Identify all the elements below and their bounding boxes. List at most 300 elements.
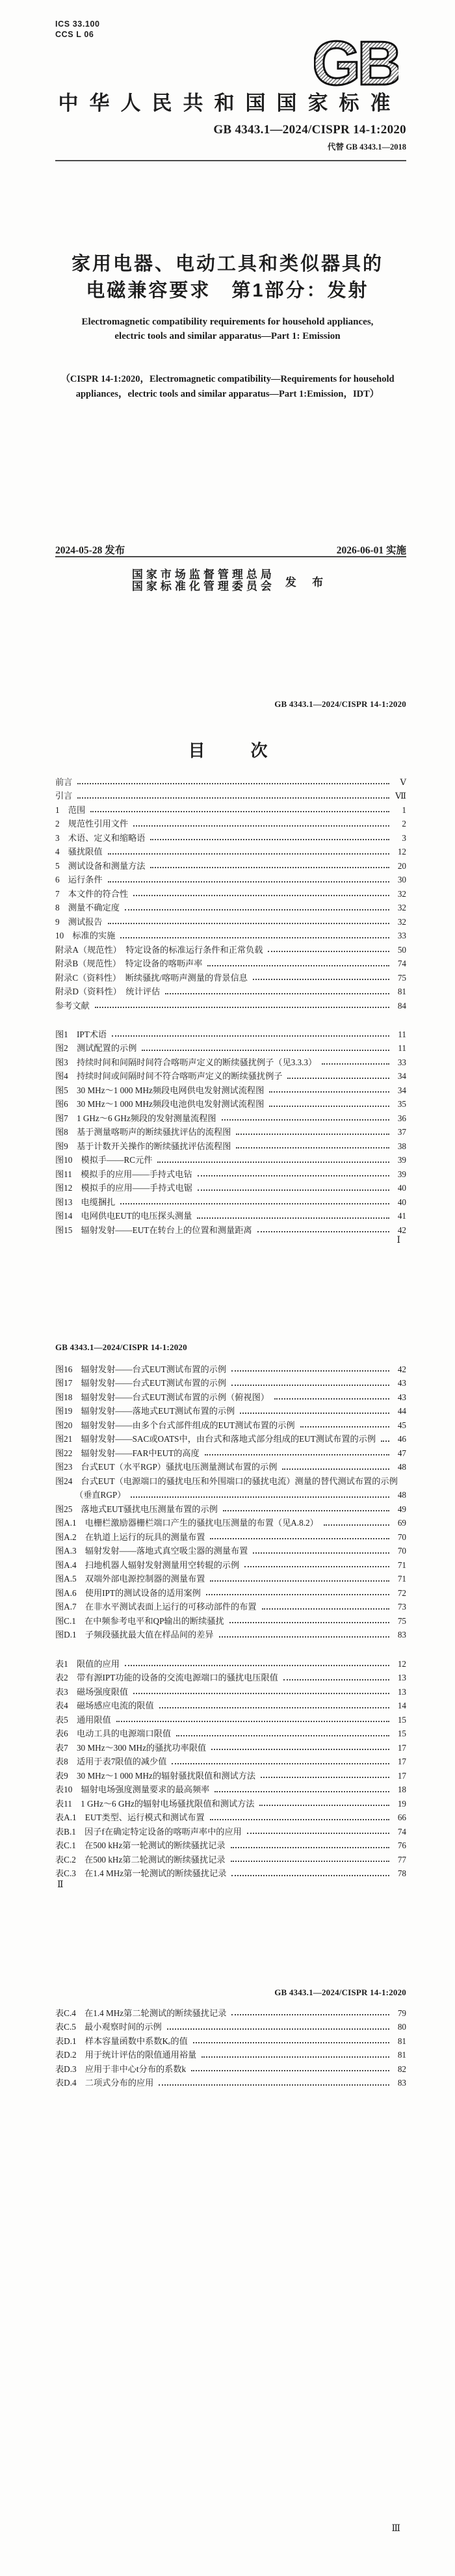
toc-entry [55, 1403, 406, 1417]
toc-entry-page: 34 [397, 1071, 406, 1081]
standard-number: GB 4343.1—2024/CISPR 14-1:2020 [213, 123, 406, 137]
running-header: GB 4343.1—2024/CISPR 14-1:2020 [274, 1987, 406, 1997]
toc-entry [55, 829, 406, 843]
toc-entry [55, 2075, 406, 2089]
toc-leader-dots [172, 1763, 389, 1764]
publish-label: 发 布 [285, 576, 330, 589]
toc-entry-page: 14 [397, 1701, 406, 1710]
toc-entry-label: 图13 电缆捆扎 [55, 1197, 116, 1207]
toc-entry-label: 表D.3 应用于非中心t分布的系数k [55, 2064, 187, 2074]
toc-entry [55, 1416, 406, 1431]
toc-leader-dots [157, 1162, 389, 1163]
toc-entry-label: 10 标准的实施 [55, 931, 116, 940]
ccs-code: CCS L 06 [55, 30, 94, 39]
toc-entry-page: 17 [397, 1742, 406, 1753]
toc-entry-page: 80 [397, 2022, 406, 2032]
toc-leader-dots [283, 1679, 389, 1680]
toc-page-1 [0, 644, 455, 1288]
implementation-date: 2026-06-01 实施 [336, 545, 406, 556]
toc-entry-page: 83 [397, 1630, 406, 1640]
toc-entry [55, 913, 406, 927]
toc-entry [55, 801, 406, 816]
toc-entry-page: 1 [402, 804, 406, 815]
toc-leader-dots [142, 1050, 389, 1051]
toc-entry [55, 997, 406, 1011]
toc-entry-page: 81 [397, 987, 406, 996]
toc-title: 目 次 [188, 741, 272, 760]
toc-entry-label: 图10 模拟手——RC元件 [55, 1155, 153, 1165]
toc-leader-dots [229, 1622, 389, 1623]
toc-entry-page: 79 [397, 2008, 406, 2018]
toc-entry [55, 2019, 406, 2033]
toc-entry-page: 33 [397, 931, 406, 940]
toc-entry-page: 15 [397, 1729, 406, 1738]
toc-entry [55, 2004, 406, 2019]
toc-leader-dots [223, 1510, 389, 1511]
toc-entry [55, 1165, 406, 1180]
toc-entry-page: 19 [397, 1798, 406, 1809]
toc-entry [55, 1040, 406, 1054]
toc-entry-page: 32 [397, 916, 406, 927]
toc-leader-dots [205, 1454, 389, 1455]
toc-leader-dots [133, 825, 389, 827]
toc-leader-dots [193, 2042, 389, 2043]
toc-entry-page: 70 [397, 1546, 406, 1556]
toc-entry [55, 1082, 406, 1096]
page-number-roman: Ⅰ [396, 1236, 400, 1245]
toc-entry-label: 图6 30 MHz～1 000 MHz频段电池供电发射测试流程图 [55, 1099, 265, 1109]
toc-entry-page: 75 [397, 1615, 406, 1626]
toc-entry [55, 1528, 406, 1543]
toc-entry-label: 表D.4 二项式分布的应用 [55, 2078, 154, 2088]
toc-entry-page: 74 [397, 1826, 406, 1837]
toc-entry-label: 图3 持续时间和间隔时间符合喀呖声定义的断续骚扰例子（见3.3.3） [55, 1057, 317, 1067]
toc-leader-dots [176, 1735, 389, 1736]
toc-leader-dots [116, 1721, 389, 1722]
toc-leader-dots [120, 1203, 389, 1204]
toc-entry-label: 表D.2 用于统计评估的限值通用裕量 [55, 2050, 197, 2060]
toc-entry-label: 表4 磁场感应电流的限值 [55, 1701, 154, 1710]
title-en-line2: electric tools and similar apparatus—Part 1: Emission [114, 331, 341, 341]
toc-entry [55, 1556, 406, 1571]
toc-entry-label: 9 测试报告 [55, 916, 103, 927]
toc-leader-dots [236, 1147, 389, 1149]
toc-leader-dots [322, 1063, 389, 1065]
toc-leader-dots [125, 909, 389, 910]
authority-line1: 国家市场监督管理总局 [131, 568, 275, 581]
toc-entry-label: 1 范围 [55, 804, 86, 815]
toc-entry-page: 70 [397, 1532, 406, 1542]
toc-leader-dots [219, 1636, 389, 1638]
toc-entry-label: 表10 辐射电场强度测量要求的最高频率 [55, 1785, 210, 1794]
toc-leader-dots [206, 1594, 389, 1595]
toc-entry [55, 788, 406, 802]
toc-entry-label: 图16 辐射发射——台式EUT测试布置的示例 [55, 1364, 227, 1374]
toc-leader-dots [381, 1441, 389, 1442]
toc-chapter-list [55, 773, 406, 1011]
toc-entry [55, 1124, 406, 1138]
toc-entry [55, 1137, 406, 1152]
toc-entry [55, 1739, 406, 1753]
toc-entry [55, 816, 406, 830]
toc-leader-dots [269, 1106, 389, 1107]
page-number-roman: Ⅲ [391, 2524, 400, 2534]
toc-entry [55, 899, 406, 914]
toc-leader-dots [259, 1805, 389, 1806]
toc-entry-page: 77 [397, 1854, 406, 1865]
toc-leader-dots [167, 2028, 389, 2030]
toc-entry-label: 表C.3 在1.4 MHz第一轮测试的断续骚扰记录 [55, 1868, 227, 1878]
toc-entry-label: 7 本文件的符合性 [55, 888, 129, 899]
toc-entry-label: 图4 持续时间或间隔时间不符合喀呖声定义的断续骚扰例子 [55, 1071, 283, 1081]
toc-entry-label: （垂直RGP） [75, 1490, 126, 1500]
toc-entry-label: 图11 模拟手的应用——手持式电钻 [55, 1169, 192, 1179]
toc-entry [55, 2032, 406, 2047]
toc-leader-dots [244, 1566, 389, 1567]
toc-leader-dots [257, 1231, 389, 1232]
toc-entry-label: 图A.2 在轨道上运行的玩具的测量布置 [55, 1532, 205, 1542]
toc-entry [55, 1109, 406, 1124]
title-cn-line2: 电磁兼容要求 第1部分：发射 [86, 280, 369, 301]
toc-leader-dots [211, 1749, 389, 1750]
toc-entry [55, 1543, 406, 1557]
toc-entry-label: 表11 1 GHz～6 GHz的辐射电场骚扰限值和测试方法 [55, 1798, 255, 1809]
toc-leader-dots [231, 1861, 389, 1862]
toc-leader-dots [324, 1524, 389, 1526]
replaces-note: 代替 GB 4343.1—2018 [327, 142, 406, 152]
toc-entry [55, 857, 406, 871]
toc-entry-label: 图15 辐射发射——EUT在转台上的位置和测量距离 [55, 1225, 252, 1235]
toc-entry [55, 1361, 406, 1375]
toc-leader-dots [268, 951, 389, 952]
toc-entry-label: 图D.1 子频段骚扰最大值在样品间的差异 [55, 1630, 214, 1640]
gb-logo-icon [314, 27, 398, 92]
toc-entry [55, 1152, 406, 1166]
toc-entry-label: 表C.1 在500 kHz第一轮测试的断续骚扰记录 [55, 1840, 226, 1850]
toc-entry-page: 17 [397, 1757, 406, 1766]
toc-entry-label: 图20 辐射发射——由多个台式部件组成的EUT测试布置的示例 [55, 1420, 295, 1430]
toc-entry-page: 71 [397, 1574, 406, 1584]
toc-entry [55, 1571, 406, 1585]
toc-entry [55, 1515, 406, 1529]
toc-entry-page: 30 [397, 875, 406, 884]
running-header: GB 4343.1—2024/CISPR 14-1:2020 [274, 699, 406, 709]
toc-entry-label: 附录D（资料性） 统计评估 [55, 987, 161, 996]
toc-entry-page: 43 [397, 1392, 406, 1402]
toc-figure-list-1 [55, 1026, 406, 1236]
toc-entry-page: 82 [397, 2064, 406, 2074]
toc-entry-page: 39 [397, 1169, 406, 1179]
toc-page-3 [0, 1932, 455, 2576]
toc-entry-label: 图19 辐射发射——落地式EUT测试布置的示例 [55, 1406, 235, 1416]
toc-leader-dots [108, 853, 389, 855]
toc-entry-label: 图23 台式EUT（水平RGP）骚扰电压测量测试布置的示例 [55, 1462, 278, 1472]
toc-entry-label: 表7 30 MHz～300 MHz的骚扰功率限值 [55, 1742, 207, 1753]
toc-entry [55, 1795, 406, 1809]
toc-entry-page: Ⅶ [395, 791, 406, 801]
toc-entry [55, 1823, 406, 1837]
toc-entry-page: 34 [397, 1085, 406, 1095]
toc-entry [55, 927, 406, 942]
toc-entry-page: 48 [397, 1490, 406, 1500]
toc-leader-dots [269, 1091, 389, 1093]
toc-entry [55, 1221, 406, 1236]
toc-entry [55, 1851, 406, 1865]
toc-leader-dots [253, 1552, 389, 1554]
toc-entry-page: 32 [397, 903, 406, 912]
toc-entry-label: 表C.4 在1.4 MHz第二轮测试的断续骚扰记录 [55, 2008, 227, 2018]
toc-table-list-1 [55, 1655, 406, 1879]
toc-entry-label: 表C.2 在500 kHz第二轮测试的断续骚扰记录 [55, 1854, 226, 1865]
toc-entry-page: 42 [397, 1225, 406, 1235]
toc-entry-page: 12 [397, 1658, 406, 1669]
toc-entry-label: 图1 IPT术语 [55, 1029, 107, 1039]
cover-divider-top [55, 160, 406, 161]
toc-leader-dots [108, 881, 389, 883]
toc-entry-label: 图5 30 MHz～1 000 MHz频段电网供电发射测试流程图 [55, 1085, 265, 1095]
toc-leader-dots [253, 979, 389, 980]
toc-entry-label: 表D.1 样本容量函数中系数Kₑ的值 [55, 2036, 188, 2046]
toc-leader-dots [210, 1819, 389, 1820]
toc-leader-dots [202, 2056, 389, 2058]
running-header: GB 4343.1—2024/CISPR 14-1:2020 [55, 1342, 187, 1352]
toc-entry-page: 49 [397, 1504, 406, 1514]
toc-entry [55, 969, 406, 983]
toc-entry-page: Ⅴ [400, 777, 406, 787]
toc-entry [55, 1193, 406, 1208]
toc-entry-label: 图9 基于计数开关操作的断续骚扰评估流程图 [55, 1141, 231, 1151]
toc-entry [55, 1388, 406, 1403]
toc-entry-page: 40 [397, 1197, 406, 1207]
toc-entry-page: 42 [397, 1364, 406, 1374]
toc-entry-page: 35 [397, 1099, 406, 1109]
toc-entry [55, 1054, 406, 1068]
toc-entry-label: 6 运行条件 [55, 875, 103, 884]
svg-text:GB: GB [314, 29, 398, 92]
toc-entry-page: 11 [398, 1029, 406, 1039]
toc-entry [55, 843, 406, 858]
toc-leader-dots [231, 2014, 389, 2015]
toc-entry-page: 36 [397, 1113, 406, 1123]
toc-leader-dots [112, 1035, 389, 1037]
toc-entry-page: 83 [397, 2078, 406, 2088]
toc-entry-page: 47 [397, 1448, 406, 1458]
toc-leader-dots [133, 895, 389, 896]
toc-entry-page: 76 [397, 1840, 406, 1850]
toc-entry-label: 图14 电网供电EUT的电压探头测量 [55, 1211, 192, 1221]
toc-entry [55, 1459, 406, 1473]
toc-entry-label: 图21 辐射发射——SAC或OATS中，由台式和落地式部分组成的EUT测试布置的示例 [55, 1434, 376, 1444]
toc-entry-page: 75 [397, 972, 406, 983]
toc-entry-label: 4 骚扰限值 [55, 847, 103, 856]
toc-entry-label: 表C.5 最小观察时间的示例 [55, 2022, 162, 2032]
toc-leader-dots [159, 1707, 389, 1708]
toc-entry-page: 17 [397, 1770, 406, 1781]
toc-leader-dots [191, 2070, 389, 2071]
toc-leader-dots [165, 993, 389, 994]
toc-entry-page: 37 [397, 1127, 406, 1137]
toc-entry [55, 1096, 406, 1110]
toc-entry-label: 图25 落地式EUT骚扰电压测量布置的示例 [55, 1504, 218, 1514]
toc-entry [55, 1444, 406, 1459]
toc-entry [55, 1068, 406, 1082]
toc-leader-dots [282, 1468, 389, 1470]
toc-leader-dots [210, 1580, 389, 1582]
toc-entry [55, 1655, 406, 1669]
toc-entry-label: 附录C（资料性） 断续骚扰/喀呖声测量的背景信息 [55, 972, 248, 983]
toc-leader-dots [77, 783, 389, 784]
toc-entry-label: 表6 电动工具的电源端口限值 [55, 1729, 172, 1738]
toc-entry [55, 1767, 406, 1781]
toc-leader-dots [198, 1175, 389, 1176]
idt-reference-line1: （CISPR 14-1:2020，Electromagnetic compatibility—Requirements for household [60, 374, 395, 384]
toc-entry [55, 1500, 406, 1515]
toc-leader-dots [231, 1385, 389, 1386]
toc-entry [55, 983, 406, 998]
toc-entry-page: 12 [397, 847, 406, 856]
national-standard-banner: 中华人民共和国国家标准 [58, 92, 402, 114]
cover-divider-bottom [55, 556, 406, 557]
toc-entry-label: 图18 辐射发射——台式EUT测试布置的示例（俯视图） [55, 1392, 269, 1402]
toc-entry-page: 13 [397, 1673, 406, 1682]
toc-leader-dots [197, 1217, 389, 1219]
toc-entry-label: 表A.1 EUT类型、运行模式和测试布置 [55, 1812, 205, 1822]
toc-leader-dots [133, 1693, 389, 1694]
toc-leader-dots [240, 1413, 389, 1414]
toc-entry [55, 941, 406, 955]
toc-entry [55, 1612, 406, 1627]
toc-entry [55, 1627, 406, 1641]
toc-leader-dots [120, 937, 389, 938]
toc-leader-dots [150, 839, 389, 840]
toc-leader-dots [95, 1007, 389, 1008]
toc-leader-dots [262, 1608, 389, 1610]
toc-table-list-2 [55, 2004, 406, 2088]
toc-entry-label: 表8 适用于表7限值的减少值 [55, 1757, 167, 1766]
toc-entry-label: 图12 模拟手的应用——手持式电锯 [55, 1183, 192, 1193]
toc-entry-page: 20 [397, 860, 406, 871]
toc-entry [55, 955, 406, 970]
toc-entry-label: 图24 台式EUT（电源端口的骚扰电压和外围端口的骚扰电流）测量的替代测试布置的示例 [55, 1476, 398, 1486]
toc-entry-label: 参考文献 [55, 1000, 90, 1011]
toc-entry-label: 5 测试设备和测量方法 [55, 860, 146, 871]
toc-entry [55, 1837, 406, 1852]
ics-code: ICS 33.100 [55, 20, 100, 29]
toc-leader-dots [150, 867, 389, 868]
toc-entry-page: 81 [397, 2050, 406, 2060]
toc-entry-label: 附录B（规范性） 特定设备的喀呖声率 [55, 959, 203, 968]
toc-entry [55, 1865, 406, 1879]
toc-entry-label: 8 测量不确定度 [55, 903, 120, 912]
toc-entry-page: 39 [397, 1155, 406, 1165]
toc-entry [55, 2060, 406, 2075]
toc-leader-dots [300, 1426, 389, 1427]
toc-entry-label: 图2 测试配置的示例 [55, 1043, 137, 1053]
toc-leader-dots [198, 1189, 389, 1191]
toc-entry [55, 773, 406, 788]
toc-leader-dots [231, 1370, 389, 1372]
toc-entry-page: 11 [398, 1043, 406, 1053]
toc-entry [55, 1026, 406, 1040]
toc-entry-page: 72 [397, 1587, 406, 1598]
toc-entry-page: 41 [397, 1211, 406, 1221]
toc-entry-page: 69 [397, 1518, 406, 1528]
toc-entry [55, 1584, 406, 1599]
cover-page [0, 0, 455, 644]
toc-leader-dots [222, 1119, 389, 1121]
toc-entry [55, 1725, 406, 1740]
toc-entry [55, 1781, 406, 1796]
toc-entry-page: 33 [397, 1057, 406, 1067]
toc-entry [55, 1711, 406, 1725]
toc-entry-label: 图A.3 辐射发射——落地式真空吸尘器的测量布置 [55, 1546, 248, 1556]
toc-entry-page: 43 [397, 1378, 406, 1388]
toc-entry-page: 2 [402, 819, 406, 829]
toc-entry [55, 1208, 406, 1222]
toc-leader-dots [231, 1875, 389, 1876]
toc-entry-page: 18 [397, 1785, 406, 1794]
toc-entry-label: 表B.1 因子f在确定特定设备的喀呖声率中的应用 [55, 1826, 242, 1837]
toc-entry [55, 1683, 406, 1697]
toc-leader-dots [274, 1398, 389, 1400]
toc-entry-page: 13 [397, 1686, 406, 1697]
toc-figure-list-2 [55, 1361, 406, 1640]
toc-leader-dots [231, 1847, 389, 1848]
toc-entry [55, 871, 406, 886]
toc-entry-label: 图17 辐射发射——台式EUT测试布置的示例 [55, 1378, 227, 1388]
toc-entry-page: 78 [397, 1868, 406, 1878]
toc-entry-page: 81 [397, 2036, 406, 2046]
toc-entry-label: 图A.6 使用IPT的测试设备的适用案例 [55, 1587, 201, 1598]
toc-entry-page: 66 [397, 1812, 406, 1822]
toc-leader-dots [108, 923, 389, 924]
toc-entry-label: 前言 [55, 777, 73, 787]
toc-entry-label: 表5 通用限值 [55, 1714, 111, 1725]
toc-entry-page: 46 [397, 1434, 406, 1444]
toc-leader-dots [287, 1078, 389, 1079]
toc-entry-label: 图7 1 GHz～6 GHz频段的发射测量流程图 [55, 1113, 216, 1123]
toc-entry [55, 1599, 406, 1613]
toc-entry [55, 2047, 406, 2061]
toc-leader-dots [261, 1777, 389, 1778]
toc-entry-page: 48 [397, 1462, 406, 1472]
toc-entry [55, 1753, 406, 1768]
toc-entry-page: 74 [397, 959, 406, 968]
toc-entry [55, 1431, 406, 1445]
toc-entry-page: 71 [397, 1560, 406, 1570]
toc-entry-page: 40 [397, 1183, 406, 1193]
toc-entry-page: 32 [397, 888, 406, 899]
toc-entry [55, 1180, 406, 1194]
toc-leader-dots [77, 797, 389, 799]
toc-entry-label: 2 规范性引用文件 [55, 819, 129, 829]
toc-entry-label: 表1 限值的应用 [55, 1658, 120, 1669]
toc-entry-label: 图C.1 在中频参考电平和QP输出的断续骚扰 [55, 1615, 224, 1626]
toc-entry-label: 图A.1 电栅栏激励器栅栏端口产生的骚扰电压测量的布置（见A.8.2） [55, 1518, 318, 1528]
toc-entry-page: 84 [397, 1000, 406, 1011]
toc-leader-dots [207, 965, 389, 966]
page-number-roman: Ⅱ [57, 1880, 64, 1890]
toc-leader-dots [90, 811, 389, 812]
toc-entry-label: 表9 30 MHz～1 000 MHz的辐射骚扰限值和测试方法 [55, 1770, 256, 1781]
issue-date: 2024-05-28 发布 [55, 545, 125, 556]
toc-entry [55, 1809, 406, 1824]
toc-entry-page: 3 [402, 832, 406, 843]
issuing-authority-block [55, 569, 406, 592]
toc-entry [55, 1487, 406, 1501]
issuing-authority-names [132, 569, 275, 592]
toc-leader-dots [214, 1791, 389, 1792]
